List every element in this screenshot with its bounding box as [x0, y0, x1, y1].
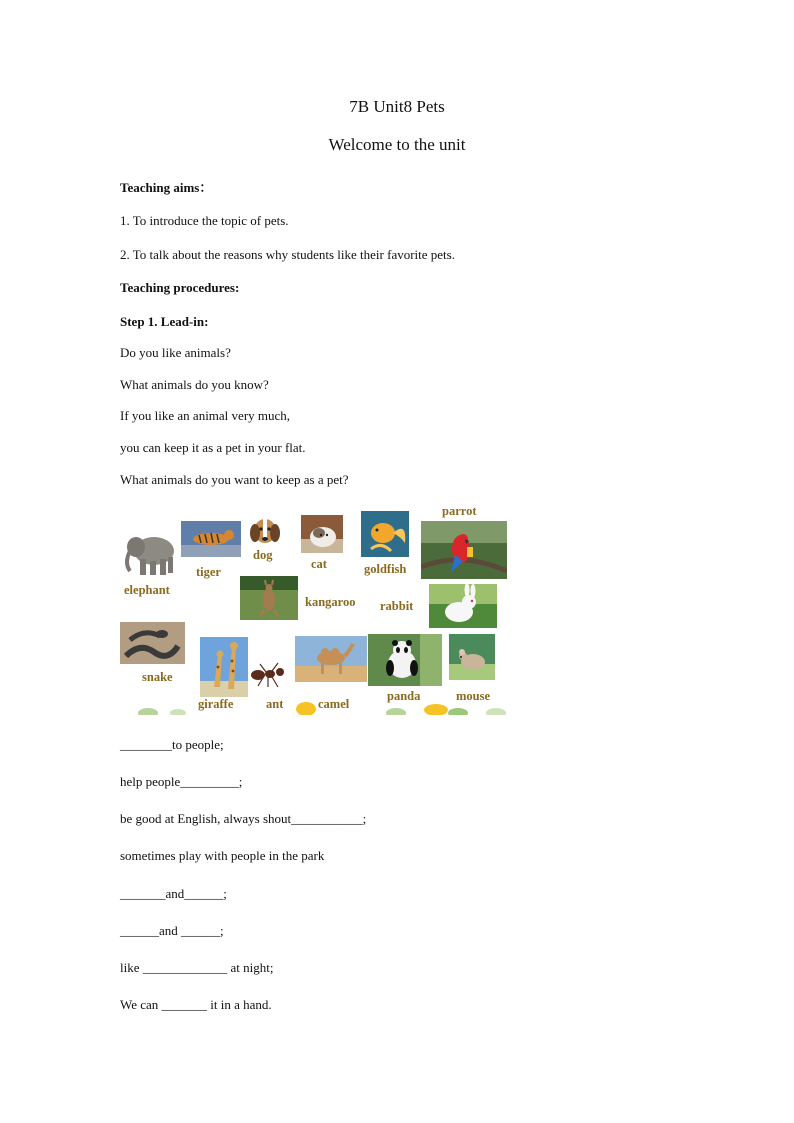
- tiger-image: [181, 521, 241, 557]
- kangaroo-image: [240, 576, 298, 620]
- elephant-label: elephant: [124, 583, 170, 597]
- page-subtitle: Welcome to the unit: [328, 135, 466, 154]
- elephant-image: [122, 527, 182, 579]
- tiger-label: tiger: [196, 565, 221, 579]
- leadin-line: What animals do you want to keep as a pet?: [120, 472, 349, 487]
- aim-item: 1. To introduce the topic of pets.: [120, 213, 289, 228]
- exercise-line: be good at English, always shout___________;: [120, 811, 367, 826]
- goldfish-image: [361, 511, 409, 557]
- flower-decoration: [118, 701, 510, 715]
- leadin-line: If you like an animal very much,: [120, 408, 291, 423]
- aim-item: 2. To talk about the reasons why students like their favorite pets.: [120, 247, 455, 262]
- panda-image: [368, 634, 442, 686]
- parrot-label: parrot: [442, 505, 477, 518]
- aims-heading: Teaching aims：: [120, 180, 213, 195]
- snake-label: snake: [142, 670, 173, 684]
- camel-image: [295, 636, 367, 682]
- parrot-image: [421, 521, 507, 579]
- exercise-line: help people_________;: [120, 774, 243, 789]
- leadin-line: Do you like animals?: [120, 345, 231, 360]
- cat-label: cat: [311, 557, 327, 571]
- cat-image: [301, 515, 343, 553]
- kangaroo-label: kangaroo: [305, 595, 356, 609]
- giraffe-image: [200, 637, 248, 697]
- page-title: 7B Unit8 Pets: [349, 97, 445, 116]
- dog-image: [246, 513, 284, 547]
- procedures-heading: Teaching procedures:: [120, 280, 240, 295]
- mouse-image: [449, 634, 495, 680]
- exercise-line: We can _______ it in a hand.: [120, 997, 272, 1012]
- exercise-line: ______and ______;: [120, 923, 224, 938]
- rabbit-label: rabbit: [380, 599, 414, 613]
- exercise-line: sometimes play with people in the park: [120, 848, 325, 863]
- dog-label: dog: [253, 548, 273, 562]
- leadin-line: What animals do you know?: [120, 377, 269, 392]
- exercise-line: ________to people;: [120, 737, 224, 752]
- snake-image: [120, 622, 185, 664]
- animal-collage: [118, 505, 510, 715]
- goldfish-label: goldfish: [364, 562, 407, 576]
- step-heading: Step 1. Lead-in:: [120, 314, 209, 329]
- exercise-line: like _____________ at night;: [120, 960, 274, 975]
- rabbit-image: [429, 584, 497, 628]
- exercise-line: _______and______;: [120, 886, 227, 901]
- ant-image: [248, 660, 294, 690]
- camel-label: camel: [318, 697, 350, 711]
- panda-label: panda: [387, 689, 421, 703]
- leadin-line: you can keep it as a pet in your flat.: [120, 440, 306, 455]
- ant-label: ant: [266, 697, 284, 711]
- mouse-label: mouse: [456, 689, 491, 703]
- giraffe-label: giraffe: [198, 697, 234, 711]
